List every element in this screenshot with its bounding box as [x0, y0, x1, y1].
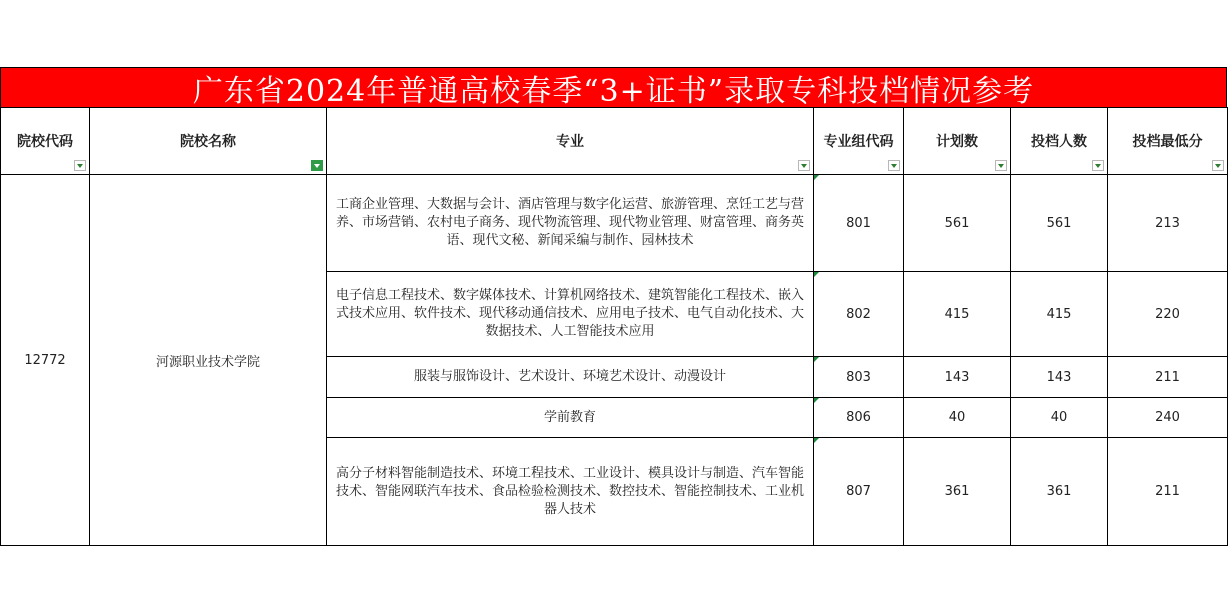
- cell-marker: [814, 175, 819, 180]
- school-code-cell[interactable]: 12772: [1, 175, 90, 546]
- count-cell[interactable]: 415: [1011, 272, 1108, 357]
- group-code-cell[interactable]: 801: [814, 175, 904, 272]
- count-cell[interactable]: 143: [1011, 357, 1108, 398]
- group-code-cell[interactable]: 803: [814, 357, 904, 398]
- filter-dropdown-icon[interactable]: [74, 160, 86, 171]
- sheet-title: 广东省2024年普通高校春季“3+证书”录取专科投档情况参考: [0, 67, 1227, 107]
- filter-dropdown-icon[interactable]: [888, 160, 900, 171]
- cell-marker: [814, 398, 819, 403]
- school-name-cell[interactable]: 河源职业技术学院: [90, 175, 327, 546]
- filter-active-icon[interactable]: [311, 160, 323, 171]
- col-header-school-code: 院校代码: [1, 108, 90, 175]
- min-score-cell[interactable]: 211: [1108, 357, 1228, 398]
- col-header-min-score: 投档最低分: [1108, 108, 1228, 175]
- major-cell[interactable]: 工商企业管理、大数据与会计、酒店管理与数字化运营、旅游管理、烹饪工艺与营养、市场营销、农村电子商务、现代物流管理、现代物业管理、财富管理、商务英语、现代文秘、新闻采编与制作、园林技术: [327, 175, 814, 272]
- plan-cell[interactable]: 143: [904, 357, 1011, 398]
- cell-marker: [814, 438, 819, 443]
- filter-dropdown-icon[interactable]: [1092, 160, 1104, 171]
- major-cell[interactable]: 学前教育: [327, 398, 814, 438]
- spreadsheet: [0, 67, 1227, 546]
- col-header-plan: 计划数: [904, 108, 1011, 175]
- col-header-school-name: 院校名称: [90, 108, 327, 175]
- plan-cell[interactable]: 415: [904, 272, 1011, 357]
- major-cell[interactable]: 服装与服饰设计、艺术设计、环境艺术设计、动漫设计: [327, 357, 814, 398]
- cell-marker: [814, 357, 819, 362]
- min-score-cell[interactable]: 211: [1108, 438, 1228, 546]
- group-code-cell[interactable]: 802: [814, 272, 904, 357]
- col-header-group-code: 专业组代码: [814, 108, 904, 175]
- plan-cell[interactable]: 561: [904, 175, 1011, 272]
- filter-dropdown-icon[interactable]: [995, 160, 1007, 171]
- major-cell[interactable]: 电子信息工程技术、数字媒体技术、计算机网络技术、建筑智能化工程技术、嵌入式技术应用、软件技术、现代移动通信技术、应用电子技术、电气自动化技术、大数据技术、人工智能技术应用: [327, 272, 814, 357]
- count-cell[interactable]: 361: [1011, 438, 1108, 546]
- header-row: [1, 108, 1228, 175]
- min-score-cell[interactable]: 213: [1108, 175, 1228, 272]
- admission-table: [0, 107, 1228, 546]
- cell-marker: [814, 272, 819, 277]
- count-cell[interactable]: 561: [1011, 175, 1108, 272]
- min-score-cell[interactable]: 240: [1108, 398, 1228, 438]
- filter-dropdown-icon[interactable]: [1212, 160, 1224, 171]
- plan-cell[interactable]: 40: [904, 398, 1011, 438]
- col-header-count: 投档人数: [1011, 108, 1108, 175]
- table-row: [1, 175, 1228, 272]
- group-code-cell[interactable]: 807: [814, 438, 904, 546]
- major-cell[interactable]: 高分子材料智能制造技术、环境工程技术、工业设计、模具设计与制造、汽车智能技术、智能网联汽车技术、食品检验检测技术、数控技术、智能控制技术、工业机器人技术: [327, 438, 814, 546]
- min-score-cell[interactable]: 220: [1108, 272, 1228, 357]
- col-header-major: 专业: [327, 108, 814, 175]
- count-cell[interactable]: 40: [1011, 398, 1108, 438]
- filter-dropdown-icon[interactable]: [798, 160, 810, 171]
- plan-cell[interactable]: 361: [904, 438, 1011, 546]
- group-code-cell[interactable]: 806: [814, 398, 904, 438]
